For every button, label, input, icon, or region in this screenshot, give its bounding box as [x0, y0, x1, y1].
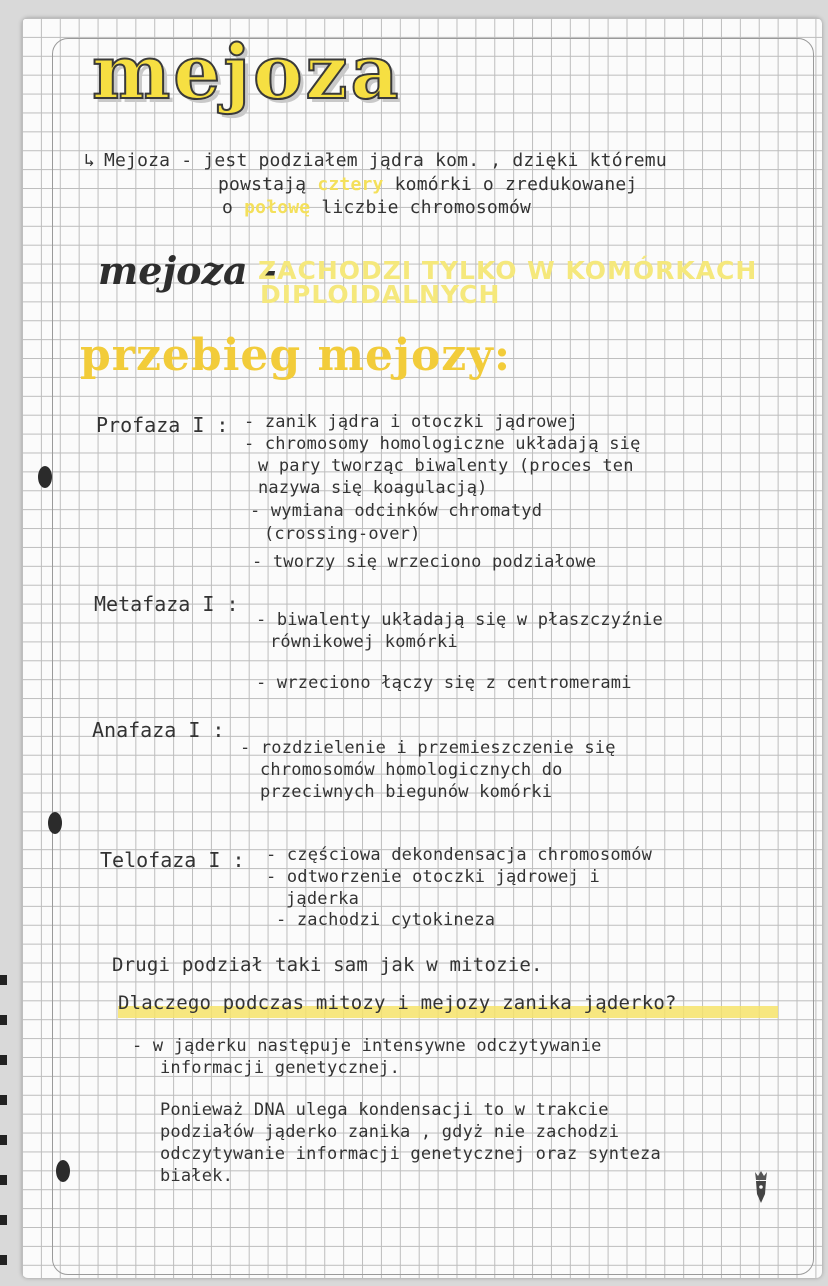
- phase-label-profaza: Profaza I :: [96, 413, 229, 437]
- second-division-note: Drugi podział taki sam jak w mitozie.: [112, 954, 543, 976]
- binder-mark: [0, 1255, 7, 1265]
- binder-mark: [0, 1175, 7, 1185]
- pen-nib-icon: [752, 1170, 770, 1204]
- mejoza-note-line-1: ZACHODZI TYLKO W KOMÓRKACH: [258, 256, 758, 285]
- answer-line: białek.: [160, 1166, 234, 1186]
- phase-line: równikowej komórki: [270, 632, 458, 652]
- phase-line: w pary tworząc biwalenty (proces ten: [258, 456, 634, 476]
- phase-line: jąderka: [286, 889, 360, 909]
- answer-line: - w jąderku następuje intensywne odczytywanie: [132, 1036, 602, 1056]
- binder-mark: [0, 1095, 7, 1105]
- phase-line: chromosomów homologicznych do: [260, 760, 563, 780]
- phase-line: - wymiana odcinków chromatyd: [250, 501, 543, 521]
- binder-mark: [0, 1135, 7, 1145]
- intro-line-1: Mejoza - jest podziałem jądra kom. , dzięki któremu: [104, 150, 667, 171]
- binder-mark: [0, 1215, 7, 1225]
- intro-text: powstają: [218, 174, 307, 195]
- phase-line: - wrzeciono łączy się z centromerami: [256, 673, 632, 693]
- intro-line-3: [222, 197, 531, 218]
- phase-line: - częściowa dekondensacja chromosomów: [266, 845, 653, 865]
- phase-label-anafaza: Anafaza I :: [92, 718, 225, 742]
- highlight-word: cztery: [317, 174, 384, 195]
- punch-hole: [38, 466, 52, 488]
- question-text: Dlaczego podczas mitozy i mejozy zanika jąderko?: [118, 992, 677, 1014]
- answer-line: informacji genetycznej.: [160, 1058, 401, 1078]
- phase-line: przeciwnych biegunów komórki: [260, 782, 553, 802]
- mejoza-note-line-2: DIPLOIDALNYCH: [260, 280, 501, 309]
- phase-line: - odtworzenie otoczki jądrowej i: [266, 867, 600, 887]
- phase-line: - rozdzielenie i przemieszczenie się: [240, 738, 616, 758]
- grid-frame: [52, 38, 814, 1275]
- phase-line: - zanik jądra i otoczki jądrowej: [244, 412, 578, 432]
- binder-mark: [0, 1015, 7, 1025]
- phase-line: nazywa się koagulacją): [258, 478, 488, 498]
- phase-line: - zachodzi cytokineza: [276, 910, 496, 930]
- phase-label-metafaza: Metafaza I :: [94, 592, 239, 616]
- phase-line: (crossing-over): [264, 524, 421, 544]
- phase-line: - chromosomy homologiczne układają się: [244, 434, 641, 454]
- phase-line: - tworzy się wrzeciono podziałowe: [252, 552, 597, 572]
- punch-hole: [48, 812, 62, 834]
- intro-line-2: [218, 174, 637, 195]
- binder-mark: [0, 975, 7, 985]
- section-heading: przebieg mejozy:: [80, 330, 512, 381]
- intro-text: komórki o zredukowanej: [394, 174, 638, 195]
- answer-line: odczytywanie informacji genetycznej oraz synteza: [160, 1144, 661, 1164]
- intro-text: o: [222, 197, 234, 218]
- page-title: mejoza: [92, 30, 402, 116]
- intro-arrow: ↳: [84, 150, 96, 171]
- binder-mark: [0, 1055, 7, 1065]
- highlight-word: połowę: [244, 197, 311, 218]
- phase-line: - biwalenty układają się w płaszczyźnie: [256, 610, 663, 630]
- intro-text: liczbie chromosomów: [321, 197, 532, 218]
- answer-line: Ponieważ DNA ulega kondensacji to w trakcie: [160, 1100, 609, 1120]
- punch-hole: [56, 1160, 70, 1182]
- mejoza-label: mejoza -: [98, 248, 277, 293]
- phase-label-telofaza: Telofaza I :: [100, 848, 245, 872]
- answer-line: podziałów jąderko zanika , gdyż nie zachodzi: [160, 1122, 620, 1142]
